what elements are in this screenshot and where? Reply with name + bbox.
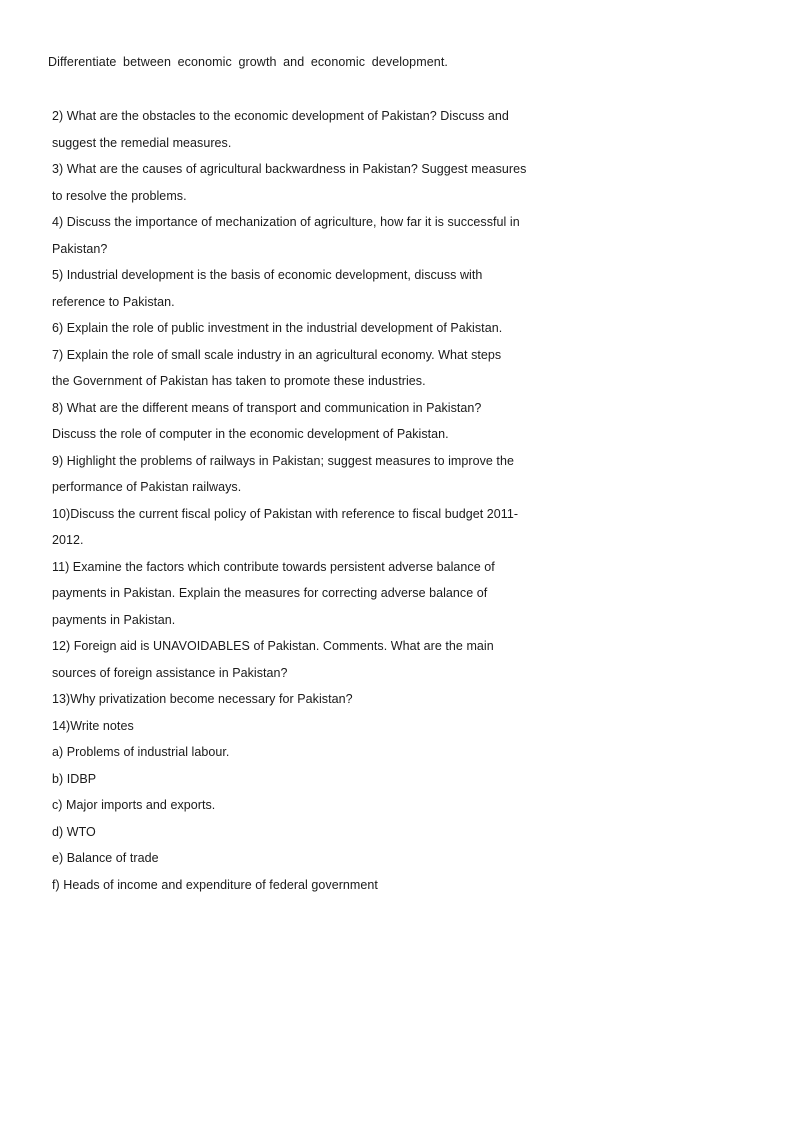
note-item: a) Problems of industrial labour. <box>52 745 230 759</box>
question-line: Pakistan? <box>52 241 108 256</box>
note-item: c) Major imports and exports. <box>52 798 216 812</box>
note-item: e) Balance of trade <box>52 851 159 865</box>
question-line: 6) Explain the role of public investment in the industrial development of Pakistan. <box>52 321 503 335</box>
question-line: 3) What are the causes of agricultural backwardness in Pakistan? Suggest measures <box>52 162 527 176</box>
note-item: d) WTO <box>52 824 96 839</box>
question-line: 14)Write notes <box>52 718 134 733</box>
question-line: Discuss the role of computer in the economic development of Pakistan. <box>52 427 449 441</box>
note-item: b) IDBP <box>52 771 97 786</box>
question-list <box>52 108 572 903</box>
question-line: 7) Explain the role of small scale industry in an agricultural economy. What steps <box>52 347 502 362</box>
question-line: payments in Pakistan. <box>52 612 176 627</box>
question-line: 10)Discuss the current fiscal policy of Pakistan with reference to fiscal budget 2011- <box>52 506 519 521</box>
question-line: the Government of Pakistan has taken to promote these industries. <box>52 374 426 388</box>
question-line: suggest the remedial measures. <box>52 135 232 150</box>
note-item: f) Heads of income and expenditure of federal government <box>52 877 378 892</box>
question-line: 8) What are the different means of transport and communication in Pakistan? <box>52 400 482 415</box>
question-line: 11) Examine the factors which contribute towards persistent adverse balance of <box>52 559 495 574</box>
question-line: 13)Why privatization become necessary for Pakistan? <box>52 692 353 706</box>
question-line: payments in Pakistan. Explain the measures for correcting adverse balance of <box>52 586 488 600</box>
question-line: 9) Highlight the problems of railways in Pakistan; suggest measures to improve the <box>52 453 514 468</box>
question-line: sources of foreign assistance in Pakistan? <box>52 665 288 680</box>
question-line: 2) What are the obstacles to the economic development of Pakistan? Discuss and <box>52 109 509 123</box>
question-line: 12) Foreign aid is UNAVOIDABLES of Pakistan. Comments. What are the main <box>52 639 494 653</box>
question-1-heading: Differentiate between economic growth and economic development. <box>48 55 448 69</box>
question-line: 5) Industrial development is the basis of economic development, discuss with <box>52 268 483 282</box>
question-line: to resolve the problems. <box>52 188 187 203</box>
question-line: reference to Pakistan. <box>52 294 175 309</box>
question-line: performance of Pakistan railways. <box>52 480 242 494</box>
question-line: 2012. <box>52 533 84 547</box>
question-line: 4) Discuss the importance of mechanization of agriculture, how far it is successful in <box>52 215 520 229</box>
